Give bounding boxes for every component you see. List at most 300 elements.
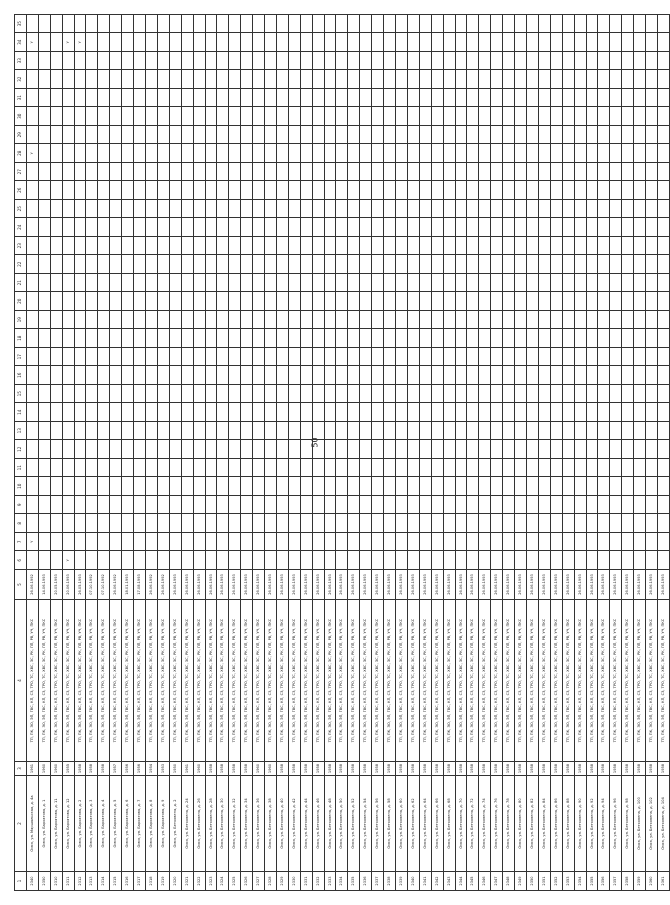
mark-cell bbox=[526, 33, 538, 52]
mark-cell bbox=[74, 292, 86, 311]
mark-cell bbox=[443, 126, 455, 145]
mark-cell bbox=[586, 496, 598, 515]
mark-cell bbox=[538, 255, 550, 274]
mark-cell bbox=[610, 551, 622, 570]
mark-cell bbox=[193, 292, 205, 311]
date-cell: 26.06.1993 bbox=[550, 570, 562, 600]
mark-cell bbox=[479, 126, 491, 145]
mark-cell bbox=[431, 163, 443, 182]
mark-cell bbox=[336, 163, 348, 182]
mark-cell bbox=[574, 15, 586, 34]
mark-cell bbox=[157, 163, 169, 182]
mark-cell bbox=[300, 551, 312, 570]
mark-cell bbox=[193, 274, 205, 293]
mark-cell bbox=[74, 70, 86, 89]
mark-cell bbox=[193, 329, 205, 348]
row-number-cell: 2345 bbox=[467, 872, 479, 891]
mark-cell bbox=[467, 126, 479, 145]
date-cell: 26.06.1993 bbox=[646, 570, 658, 600]
systems-cell: ТП, ПК, ЭО, ЭП, ГВС, КП, СЗ, ТРО, ТС, ХВС, ЗС, РК, ПП, РВ, УЧ, ПКС bbox=[526, 600, 538, 762]
table-row bbox=[491, 15, 503, 891]
mark-cell bbox=[407, 274, 419, 293]
mark-cell bbox=[86, 348, 98, 367]
date-cell: 26.06.1993 bbox=[657, 570, 669, 600]
mark-cell bbox=[657, 551, 669, 570]
mark-cell bbox=[634, 533, 646, 552]
mark-cell bbox=[586, 440, 598, 459]
mark-cell bbox=[98, 52, 110, 71]
mark-cell bbox=[657, 218, 669, 237]
mark-cell bbox=[538, 52, 550, 71]
mark-cell bbox=[598, 126, 610, 145]
mark-cell bbox=[646, 107, 658, 126]
mark-cell bbox=[50, 514, 62, 533]
mark-cell bbox=[384, 274, 396, 293]
mark-cell bbox=[110, 496, 122, 515]
year-cell: 1958 bbox=[205, 762, 217, 776]
mark-cell bbox=[241, 144, 253, 163]
mark-cell bbox=[205, 514, 217, 533]
address-cell: Омск, ул. Бетховена, д. 82 bbox=[526, 776, 538, 872]
address-cell: Омск, ул. Бархатова, д. 7 bbox=[134, 776, 146, 872]
mark-cell bbox=[657, 255, 669, 274]
address-cell: Омск, ул. Бетховена, д. 84 bbox=[538, 776, 550, 872]
mark-cell bbox=[26, 311, 38, 330]
mark-cell bbox=[74, 274, 86, 293]
mark-cell bbox=[276, 144, 288, 163]
mark-cell bbox=[467, 107, 479, 126]
mark-cell bbox=[610, 496, 622, 515]
mark-cell bbox=[241, 311, 253, 330]
mark-cell bbox=[193, 218, 205, 237]
mark-cell bbox=[526, 144, 538, 163]
mark-cell bbox=[562, 107, 574, 126]
mark-cell bbox=[134, 440, 146, 459]
mark-cell bbox=[265, 274, 277, 293]
mark-cell bbox=[491, 385, 503, 404]
mark-cell bbox=[86, 255, 98, 274]
mark-cell bbox=[396, 144, 408, 163]
mark-cell bbox=[407, 200, 419, 219]
mark-cell bbox=[265, 70, 277, 89]
mark-cell bbox=[253, 422, 265, 441]
mark-cell bbox=[241, 551, 253, 570]
mark-cell bbox=[634, 551, 646, 570]
address-cell: Омск, ул. Бетховена, д. 26 bbox=[193, 776, 205, 872]
year-cell: 1958 bbox=[562, 762, 574, 776]
mark-cell bbox=[562, 440, 574, 459]
mark-cell bbox=[38, 33, 50, 52]
mark-cell bbox=[336, 348, 348, 367]
mark-cell bbox=[479, 292, 491, 311]
mark-cell bbox=[169, 440, 181, 459]
mark-cell bbox=[145, 181, 157, 200]
mark-cell bbox=[550, 440, 562, 459]
mark-cell bbox=[74, 348, 86, 367]
mark-cell bbox=[372, 329, 384, 348]
mark-cell bbox=[229, 163, 241, 182]
mark-cell bbox=[360, 292, 372, 311]
mark-cell bbox=[265, 459, 277, 478]
table-row bbox=[419, 15, 431, 891]
mark-cell bbox=[562, 533, 574, 552]
mark-cell bbox=[384, 403, 396, 422]
mark-cell bbox=[181, 126, 193, 145]
mark-cell bbox=[491, 514, 503, 533]
mark-cell bbox=[241, 107, 253, 126]
mark-cell bbox=[229, 496, 241, 515]
mark-cell bbox=[515, 15, 527, 34]
mark-cell bbox=[443, 15, 455, 34]
mark-cell bbox=[586, 255, 598, 274]
table-row bbox=[134, 15, 146, 891]
mark-cell bbox=[634, 403, 646, 422]
row-number-cell: 2326 bbox=[241, 872, 253, 891]
mark-cell bbox=[634, 366, 646, 385]
mark-cell bbox=[467, 163, 479, 182]
mark-cell bbox=[157, 496, 169, 515]
mark-cell bbox=[288, 33, 300, 52]
mark-cell bbox=[134, 107, 146, 126]
mark-cell bbox=[348, 218, 360, 237]
mark-cell bbox=[384, 533, 396, 552]
mark-cell bbox=[515, 551, 527, 570]
mark-cell bbox=[657, 514, 669, 533]
mark-cell bbox=[443, 33, 455, 52]
mark-cell bbox=[50, 126, 62, 145]
mark-cell bbox=[86, 126, 98, 145]
mark-cell bbox=[419, 181, 431, 200]
mark-cell bbox=[276, 366, 288, 385]
mark-cell bbox=[86, 422, 98, 441]
row-number-cell: 2353 bbox=[562, 872, 574, 891]
mark-cell bbox=[396, 440, 408, 459]
mark-cell bbox=[288, 440, 300, 459]
mark-cell bbox=[479, 440, 491, 459]
mark-cell bbox=[38, 126, 50, 145]
mark-cell bbox=[241, 403, 253, 422]
column-header: 7 bbox=[15, 533, 27, 552]
date-cell: 26.06.1993 bbox=[455, 570, 467, 600]
mark-cell bbox=[396, 89, 408, 108]
mark-cell bbox=[98, 329, 110, 348]
table-row bbox=[181, 15, 193, 891]
mark-cell bbox=[372, 107, 384, 126]
mark-cell bbox=[419, 237, 431, 256]
mark-cell bbox=[550, 15, 562, 34]
mark-cell bbox=[634, 477, 646, 496]
mark-cell bbox=[122, 385, 134, 404]
year-cell: 1960 bbox=[253, 762, 265, 776]
mark-cell bbox=[622, 200, 634, 219]
mark-cell bbox=[431, 126, 443, 145]
mark-cell bbox=[657, 33, 669, 52]
mark-cell bbox=[610, 126, 622, 145]
mark-cell bbox=[276, 70, 288, 89]
year-cell: 1960 bbox=[265, 762, 277, 776]
mark-cell bbox=[657, 366, 669, 385]
mark-cell bbox=[455, 255, 467, 274]
mark-cell bbox=[324, 422, 336, 441]
mark-cell bbox=[503, 89, 515, 108]
mark-cell bbox=[62, 255, 74, 274]
mark-cell bbox=[229, 329, 241, 348]
mark-cell bbox=[110, 274, 122, 293]
column-header: 25 bbox=[15, 200, 27, 219]
mark-cell bbox=[610, 440, 622, 459]
systems-cell: ТП, ПК, ЭО, ЭП, ГВС, КП, СЗ, ТРО, ТС, ХВС, ЗС, РК, ПП, РВ, УЧ, ПКС bbox=[503, 600, 515, 762]
address-cell: Омск, ул. Бетховена, д. 100 bbox=[634, 776, 646, 872]
mark-cell bbox=[455, 292, 467, 311]
table-row bbox=[288, 15, 300, 891]
address-cell: Омск, ул. Бархатова, д. 1 bbox=[38, 776, 50, 872]
mark-cell bbox=[288, 107, 300, 126]
mark-cell bbox=[300, 533, 312, 552]
mark-cell bbox=[122, 348, 134, 367]
mark-cell bbox=[562, 52, 574, 71]
year-cell: 1958 bbox=[300, 762, 312, 776]
row-number-cell: 2315 bbox=[110, 872, 122, 891]
mark-cell bbox=[134, 422, 146, 441]
mark-cell bbox=[229, 385, 241, 404]
mark-cell bbox=[145, 200, 157, 219]
mark-cell bbox=[229, 311, 241, 330]
mark-cell bbox=[241, 163, 253, 182]
mark-cell bbox=[312, 52, 324, 71]
mark-cell bbox=[455, 348, 467, 367]
mark-cell bbox=[562, 274, 574, 293]
mark-cell bbox=[181, 440, 193, 459]
mark-cell bbox=[157, 551, 169, 570]
mark-cell bbox=[241, 70, 253, 89]
mark-cell bbox=[62, 181, 74, 200]
mark-cell bbox=[479, 181, 491, 200]
row-number-cell: 2352 bbox=[550, 872, 562, 891]
table-row bbox=[38, 15, 50, 891]
mark-cell bbox=[538, 70, 550, 89]
mark-cell bbox=[86, 181, 98, 200]
mark-cell bbox=[324, 107, 336, 126]
mark-cell bbox=[336, 496, 348, 515]
mark-cell bbox=[431, 366, 443, 385]
mark-cell bbox=[396, 200, 408, 219]
mark-cell bbox=[657, 477, 669, 496]
mark-cell bbox=[145, 89, 157, 108]
mark-cell bbox=[622, 311, 634, 330]
table-row bbox=[229, 15, 241, 891]
mark-cell bbox=[62, 274, 74, 293]
mark-cell bbox=[407, 218, 419, 237]
mark-cell bbox=[348, 144, 360, 163]
mark-cell bbox=[229, 255, 241, 274]
address-cell: Омск, ул. Бетховена, д. 92 bbox=[586, 776, 598, 872]
address-cell: Омск, ул. Бетховена, д. 44 bbox=[300, 776, 312, 872]
mark-cell bbox=[598, 311, 610, 330]
mark-cell bbox=[312, 311, 324, 330]
mark-cell bbox=[396, 348, 408, 367]
mark-cell bbox=[38, 385, 50, 404]
year-cell: 1958 bbox=[443, 762, 455, 776]
mark-cell bbox=[324, 52, 336, 71]
address-cell: Омск, ул. Бархатова, д. 2 bbox=[74, 776, 86, 872]
mark-cell bbox=[26, 15, 38, 34]
mark-cell bbox=[610, 15, 622, 34]
mark-cell bbox=[479, 255, 491, 274]
mark-cell bbox=[253, 237, 265, 256]
mark-cell bbox=[598, 403, 610, 422]
mark-cell bbox=[217, 255, 229, 274]
mark-cell bbox=[538, 477, 550, 496]
mark-cell bbox=[503, 329, 515, 348]
mark-cell bbox=[62, 200, 74, 219]
mark-cell bbox=[157, 89, 169, 108]
mark-cell bbox=[241, 237, 253, 256]
mark-cell bbox=[217, 52, 229, 71]
mark-cell bbox=[241, 533, 253, 552]
date-cell: 18.01.1993 bbox=[122, 570, 134, 600]
mark-cell bbox=[622, 514, 634, 533]
mark-cell bbox=[134, 477, 146, 496]
mark-cell bbox=[134, 348, 146, 367]
mark-cell bbox=[38, 403, 50, 422]
mark-cell bbox=[253, 274, 265, 293]
mark-cell bbox=[550, 237, 562, 256]
table-row bbox=[526, 15, 538, 891]
year-cell: 1958 bbox=[312, 762, 324, 776]
row-number-cell: 2337 bbox=[372, 872, 384, 891]
mark-cell bbox=[145, 440, 157, 459]
mark-cell bbox=[62, 514, 74, 533]
mark-cell bbox=[110, 514, 122, 533]
mark-cell bbox=[598, 144, 610, 163]
mark-cell bbox=[217, 496, 229, 515]
date-cell: 26.06.1992 bbox=[157, 570, 169, 600]
year-cell: 1958 bbox=[479, 762, 491, 776]
mark-cell bbox=[431, 15, 443, 34]
year-cell: 1958 bbox=[503, 762, 515, 776]
mark-cell bbox=[419, 533, 431, 552]
row-number-cell: 2329 bbox=[276, 872, 288, 891]
year-cell: 1958 bbox=[550, 762, 562, 776]
mark-cell bbox=[443, 459, 455, 478]
mark-cell bbox=[562, 385, 574, 404]
year-cell: 1956 bbox=[122, 762, 134, 776]
mark-cell bbox=[455, 533, 467, 552]
mark-cell bbox=[181, 459, 193, 478]
mark-cell bbox=[526, 274, 538, 293]
mark-cell bbox=[538, 329, 550, 348]
mark-cell bbox=[657, 237, 669, 256]
mark-cell bbox=[229, 459, 241, 478]
mark-cell bbox=[455, 107, 467, 126]
mark-cell bbox=[586, 126, 598, 145]
mark-cell bbox=[288, 403, 300, 422]
mark-cell bbox=[515, 181, 527, 200]
mark-cell bbox=[26, 107, 38, 126]
mark-cell bbox=[657, 459, 669, 478]
mark-cell bbox=[538, 218, 550, 237]
mark-cell bbox=[467, 551, 479, 570]
mark-cell bbox=[288, 329, 300, 348]
mark-cell bbox=[443, 292, 455, 311]
mark-cell bbox=[217, 440, 229, 459]
table-row bbox=[431, 15, 443, 891]
mark-cell bbox=[312, 33, 324, 52]
mark-cell bbox=[98, 274, 110, 293]
mark-cell bbox=[360, 385, 372, 404]
mark-cell bbox=[598, 70, 610, 89]
mark-cell bbox=[526, 52, 538, 71]
mark-cell bbox=[360, 274, 372, 293]
mark-cell bbox=[145, 551, 157, 570]
systems-cell: ТП, ПК, ЭО, ЭП, ГВС, КП, СЗ, ТРО, ТС, ХВС, ЗС, РК, ПП, РВ, УЧ, ПКС bbox=[38, 600, 50, 762]
systems-cell: ТП, ПК, ЭО, ЭП, ГВС, КП, СЗ, ТРО, ТС, ХВС, ЗС, РК, ПП, РВ, УЧ, ПКС bbox=[98, 600, 110, 762]
year-cell: 1958 bbox=[491, 762, 503, 776]
mark-cell bbox=[372, 274, 384, 293]
mark-cell bbox=[646, 533, 658, 552]
year-cell: 1958 bbox=[598, 762, 610, 776]
mark-cell bbox=[205, 551, 217, 570]
address-cell: Омск, ул. Маршальская, д. 4а bbox=[26, 776, 38, 872]
mark-cell bbox=[348, 403, 360, 422]
row-number-cell: 2344 bbox=[455, 872, 467, 891]
mark-cell bbox=[181, 551, 193, 570]
mark-cell bbox=[38, 551, 50, 570]
table-row bbox=[574, 15, 586, 891]
mark-cell bbox=[50, 218, 62, 237]
mark-cell bbox=[229, 440, 241, 459]
mark-cell bbox=[491, 533, 503, 552]
mark-cell bbox=[646, 514, 658, 533]
date-cell: 26.06.1993 bbox=[288, 570, 300, 600]
year-cell: 1956 bbox=[134, 762, 146, 776]
mark-cell bbox=[205, 385, 217, 404]
mark-cell bbox=[110, 533, 122, 552]
mark-cell bbox=[276, 385, 288, 404]
mark-cell bbox=[98, 70, 110, 89]
mark-cell bbox=[634, 348, 646, 367]
mark-cell bbox=[157, 477, 169, 496]
mark-cell bbox=[300, 15, 312, 34]
mark-cell bbox=[288, 459, 300, 478]
mark-cell bbox=[276, 200, 288, 219]
mark-cell bbox=[193, 126, 205, 145]
mark-cell bbox=[455, 144, 467, 163]
mark-cell bbox=[312, 329, 324, 348]
date-cell: 26.06.1993 bbox=[443, 570, 455, 600]
mark-cell bbox=[38, 70, 50, 89]
mark-cell bbox=[598, 181, 610, 200]
mark-cell bbox=[467, 33, 479, 52]
mark-cell bbox=[26, 237, 38, 256]
mark-cell bbox=[479, 15, 491, 34]
mark-cell bbox=[443, 422, 455, 441]
mark-cell bbox=[241, 126, 253, 145]
mark-cell bbox=[86, 385, 98, 404]
mark-cell bbox=[479, 477, 491, 496]
mark-cell bbox=[300, 292, 312, 311]
mark-cell bbox=[467, 385, 479, 404]
mark-cell bbox=[574, 52, 586, 71]
mark-cell bbox=[241, 255, 253, 274]
mark-cell bbox=[122, 218, 134, 237]
mark-cell bbox=[336, 237, 348, 256]
mark-cell bbox=[586, 107, 598, 126]
mark-cell bbox=[586, 514, 598, 533]
mark-cell bbox=[241, 440, 253, 459]
mark-cell bbox=[526, 255, 538, 274]
mark-cell bbox=[26, 274, 38, 293]
